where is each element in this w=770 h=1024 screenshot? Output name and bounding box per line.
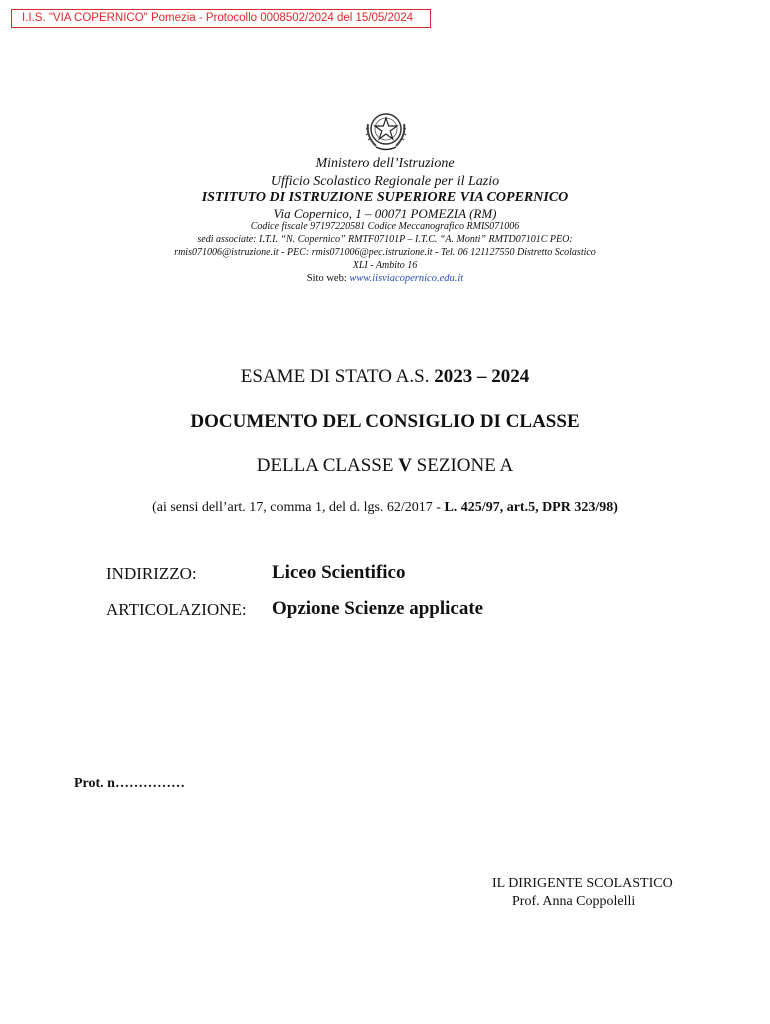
contact-info: rmis071006@istruzione.it - PEC: rmis071006@pec.istruzione.it - Tel. 06 121127550 Distretto Scolastico (174, 247, 596, 258)
protocol-number: Prot. n…………… (74, 776, 185, 791)
exam-title (0, 366, 770, 388)
class-number: V (398, 455, 412, 476)
signature-role: IL DIRIGENTE SCOLASTICO (492, 876, 673, 891)
website-line (0, 273, 770, 284)
signature-name: Prof. Anna Coppolelli (512, 894, 636, 909)
class-suffix: SEZIONE A (411, 455, 514, 476)
district-info: XLI - Ambito 16 (352, 260, 418, 271)
legal-reference-text: (ai sensi dell’art. 17, comma 1, del d. lgs. 62/2017 - (152, 500, 445, 515)
class-title (0, 455, 770, 477)
document-title: DOCUMENTO DEL CONSIGLIO DI CLASSE (190, 411, 580, 432)
website-link[interactable]: www.iisviacopernico.edu.it (349, 273, 464, 284)
school-codes: Codice fiscale 97197220581 Codice Meccanografico RMIS071006 (250, 221, 520, 232)
website-label: Sito web: (306, 273, 350, 284)
associated-sites: sedi associate: I.T.I. “N. Copernico” RMTF07101P – I.T.C. “A. Monti” RMTD07101C PEO: (197, 234, 573, 245)
italian-republic-emblem-icon (362, 106, 410, 154)
articolazione-value: Opzione Scienze applicate (272, 598, 484, 619)
legal-reference (0, 500, 770, 516)
exam-title-prefix: ESAME DI STATO A.S. (240, 366, 435, 387)
protocol-stamp: I.I.S. "VIA COPERNICO" Pomezia - Protocollo 0008502/2024 del 15/05/2024 (11, 9, 431, 28)
articolazione-label: ARTICOLAZIONE: (106, 600, 247, 619)
class-prefix: DELLA CLASSE (256, 455, 399, 476)
legal-reference-bold: L. 425/97, art.5, DPR 323/98) (444, 500, 618, 515)
school-name: ISTITUTO DI ISTRUZIONE SUPERIORE VIA COPERNICO (201, 190, 569, 205)
indirizzo-value: Liceo Scientifico (272, 562, 406, 583)
indirizzo-label: INDIRIZZO: (106, 564, 197, 583)
school-address: Via Copernico, 1 – 00071 POMEZIA (RM) (273, 206, 497, 221)
ministry-name: Ministero dell’Istruzione (315, 156, 455, 171)
regional-office: Ufficio Scolastico Regionale per il Lazio (270, 174, 500, 189)
exam-years: 2023 – 2024 (434, 366, 530, 387)
